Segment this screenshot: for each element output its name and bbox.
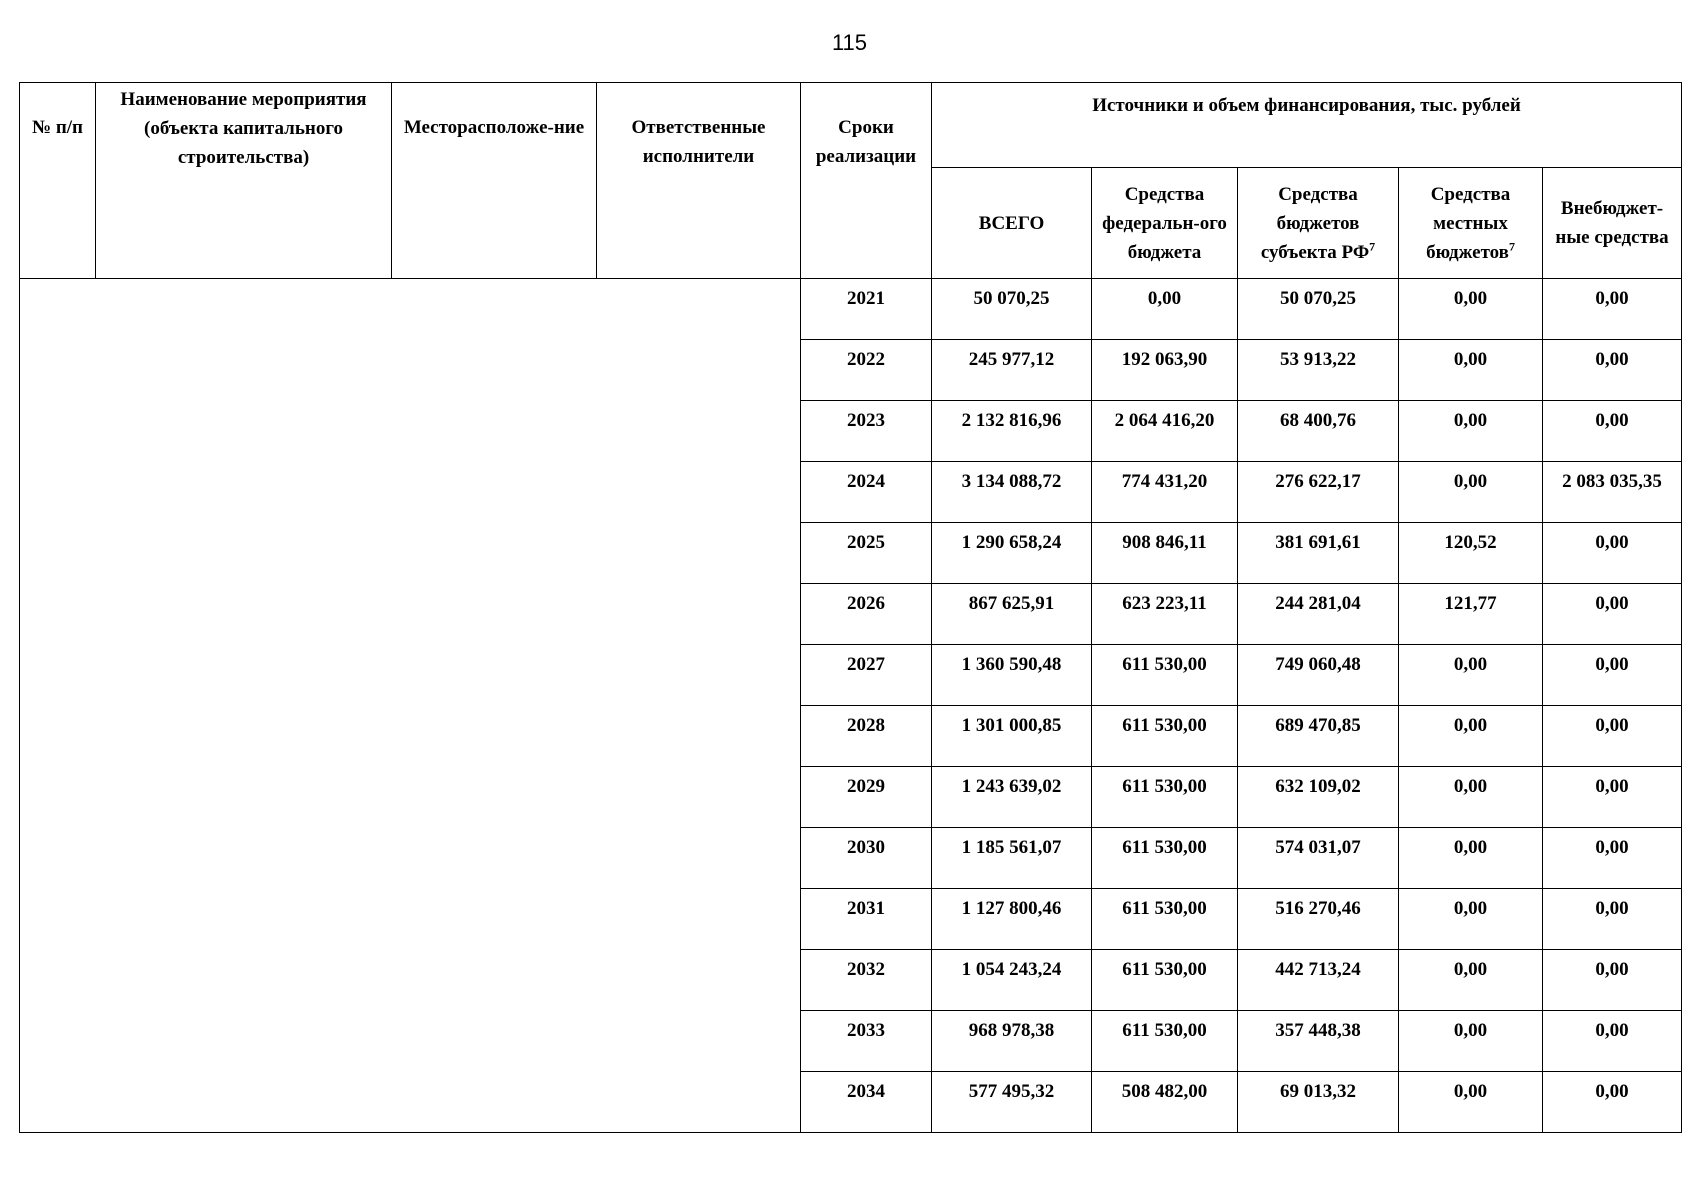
cell-total: 3 134 088,72 (932, 462, 1092, 523)
cell-subject: 68 400,76 (1238, 401, 1399, 462)
cell-local: 0,00 (1399, 462, 1543, 523)
cell-total: 1 054 243,24 (932, 950, 1092, 1011)
cell-year: 2028 (801, 706, 932, 767)
cell-extra: 0,00 (1543, 828, 1682, 889)
cell-federal: 611 530,00 (1092, 889, 1238, 950)
cell-federal: 623 223,11 (1092, 584, 1238, 645)
cell-extra: 2 083 035,35 (1543, 462, 1682, 523)
col-header-number: № п/п (20, 83, 96, 279)
cell-subject: 53 913,22 (1238, 340, 1399, 401)
cell-subject: 632 109,02 (1238, 767, 1399, 828)
cell-total: 1 301 000,85 (932, 706, 1092, 767)
cell-subject: 442 713,24 (1238, 950, 1399, 1011)
cell-extra: 0,00 (1543, 584, 1682, 645)
cell-total: 1 185 561,07 (932, 828, 1092, 889)
cell-local: 0,00 (1399, 279, 1543, 340)
cell-federal: 611 530,00 (1092, 828, 1238, 889)
cell-subject: 69 013,32 (1238, 1072, 1399, 1133)
cell-federal: 908 846,11 (1092, 523, 1238, 584)
col-header-local (1399, 168, 1543, 279)
cell-total: 245 977,12 (932, 340, 1092, 401)
cell-local: 0,00 (1399, 767, 1543, 828)
cell-federal: 611 530,00 (1092, 706, 1238, 767)
col-header-local-text: Средства местных бюджетов (1426, 183, 1511, 263)
cell-extra: 0,00 (1543, 340, 1682, 401)
cell-federal: 192 063,90 (1092, 340, 1238, 401)
col-header-total: ВСЕГО (932, 168, 1092, 279)
financing-table (19, 82, 1682, 1133)
cell-federal: 0,00 (1092, 279, 1238, 340)
cell-federal: 2 064 416,20 (1092, 401, 1238, 462)
cell-federal: 611 530,00 (1092, 950, 1238, 1011)
col-header-executors: Ответственные исполнители (597, 83, 801, 279)
cell-subject: 381 691,61 (1238, 523, 1399, 584)
cell-local: 0,00 (1399, 401, 1543, 462)
cell-local: 0,00 (1399, 950, 1543, 1011)
cell-extra: 0,00 (1543, 706, 1682, 767)
cell-extra: 0,00 (1543, 523, 1682, 584)
cell-year: 2029 (801, 767, 932, 828)
cell-year: 2026 (801, 584, 932, 645)
cell-extra: 0,00 (1543, 767, 1682, 828)
cell-year: 2025 (801, 523, 932, 584)
cell-year: 2032 (801, 950, 932, 1011)
col-header-federal: Средства федеральн-ого бюджета (1092, 168, 1238, 279)
cell-extra: 0,00 (1543, 279, 1682, 340)
cell-year: 2022 (801, 340, 932, 401)
table-body (20, 279, 1682, 1133)
cell-extra: 0,00 (1543, 1011, 1682, 1072)
cell-year: 2024 (801, 462, 932, 523)
cell-local: 0,00 (1399, 645, 1543, 706)
cell-subject: 749 060,48 (1238, 645, 1399, 706)
cell-subject: 574 031,07 (1238, 828, 1399, 889)
table-row (20, 279, 1682, 340)
cell-local: 0,00 (1399, 706, 1543, 767)
cell-local: 0,00 (1399, 889, 1543, 950)
cell-year: 2033 (801, 1011, 932, 1072)
cell-subject: 50 070,25 (1238, 279, 1399, 340)
cell-federal: 508 482,00 (1092, 1072, 1238, 1133)
cell-extra: 0,00 (1543, 401, 1682, 462)
cell-year: 2021 (801, 279, 932, 340)
cell-extra: 0,00 (1543, 950, 1682, 1011)
cell-subject: 516 270,46 (1238, 889, 1399, 950)
col-header-subject (1238, 168, 1399, 279)
cell-extra: 0,00 (1543, 645, 1682, 706)
merged-blank-cell (20, 279, 801, 1133)
cell-subject: 357 448,38 (1238, 1011, 1399, 1072)
col-header-sources: Источники и объем финансирования, тыс. рублей (932, 83, 1682, 168)
col-header-terms: Сроки реализации (801, 83, 932, 279)
cell-total: 1 127 800,46 (932, 889, 1092, 950)
cell-total: 867 625,91 (932, 584, 1092, 645)
cell-subject: 276 622,17 (1238, 462, 1399, 523)
page-number: 115 (831, 30, 868, 55)
cell-extra: 0,00 (1543, 1072, 1682, 1133)
cell-federal: 611 530,00 (1092, 1011, 1238, 1072)
cell-year: 2030 (801, 828, 932, 889)
col-header-extra: Внебюджет-ные средства (1543, 168, 1682, 279)
cell-local: 0,00 (1399, 1011, 1543, 1072)
cell-federal: 774 431,20 (1092, 462, 1238, 523)
cell-total: 577 495,32 (932, 1072, 1092, 1133)
footnote-mark: 7 (1508, 239, 1515, 254)
cell-total: 50 070,25 (932, 279, 1092, 340)
cell-local: 0,00 (1399, 340, 1543, 401)
cell-federal: 611 530,00 (1092, 767, 1238, 828)
col-header-subject-text: Средства бюджетов субъекта РФ (1260, 183, 1370, 263)
cell-total: 968 978,38 (932, 1011, 1092, 1072)
cell-extra: 0,00 (1543, 889, 1682, 950)
cell-subject: 244 281,04 (1238, 584, 1399, 645)
cell-year: 2027 (801, 645, 932, 706)
cell-total: 2 132 816,96 (932, 401, 1092, 462)
cell-federal: 611 530,00 (1092, 645, 1238, 706)
cell-local: 121,77 (1399, 584, 1543, 645)
cell-total: 1 290 658,24 (932, 523, 1092, 584)
cell-local: 120,52 (1399, 523, 1543, 584)
col-header-location: Месторасположе-ние (392, 83, 597, 279)
cell-year: 2031 (801, 889, 932, 950)
cell-subject: 689 470,85 (1238, 706, 1399, 767)
cell-total: 1 243 639,02 (932, 767, 1092, 828)
cell-total: 1 360 590,48 (932, 645, 1092, 706)
footnote-mark: 7 (1369, 239, 1376, 254)
cell-year: 2034 (801, 1072, 932, 1133)
cell-local: 0,00 (1399, 828, 1543, 889)
col-header-name: Наименование мероприятия (объекта капитального строительства) (96, 83, 392, 279)
cell-local: 0,00 (1399, 1072, 1543, 1133)
header-row-top (20, 83, 1682, 168)
cell-year: 2023 (801, 401, 932, 462)
